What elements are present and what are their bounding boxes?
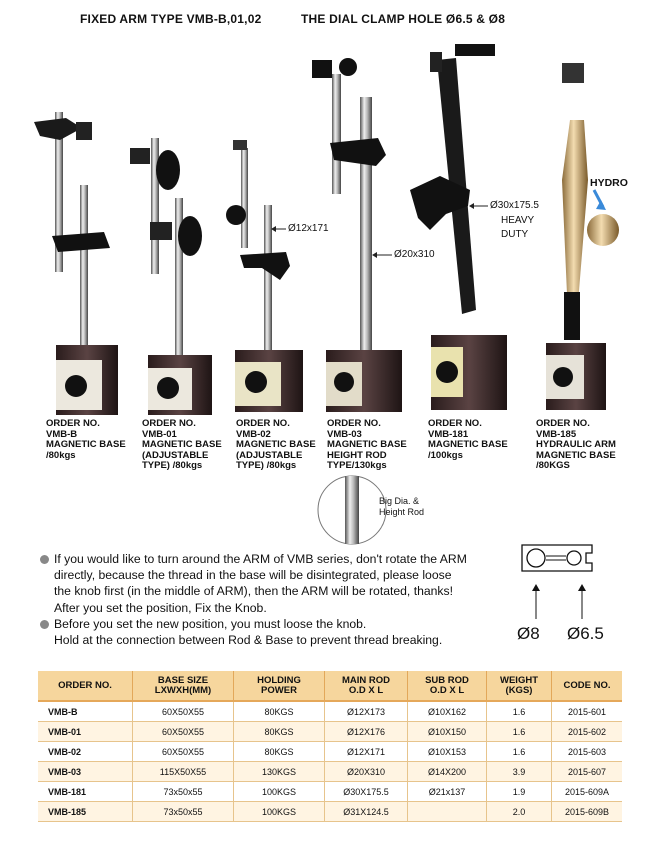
cell-code-no: 2015-607 bbox=[552, 762, 623, 782]
col-order-no: ORDER NO. bbox=[38, 671, 133, 701]
vmb-02-illustration bbox=[226, 140, 303, 412]
cell-base-size: 60X50X55 bbox=[133, 701, 234, 722]
cell-main-rod: Ø31X124.5 bbox=[325, 802, 408, 822]
cell-weight: 3.9 bbox=[487, 762, 552, 782]
title-fixed-arm: FIXED ARM TYPE VMB-B,01,02 bbox=[80, 12, 262, 26]
table-row bbox=[38, 762, 622, 782]
cell-holding-power: 80KGS bbox=[234, 701, 325, 722]
cell-order-no: VMB-02 bbox=[38, 742, 133, 762]
notes bbox=[40, 551, 510, 648]
cell-holding-power: 80KGS bbox=[234, 742, 325, 762]
cell-code-no: 2015-601 bbox=[552, 701, 623, 722]
caption-vmb-185: ORDER NO. VMB-185 HYDRAULIC ARM MAGNETIC BASE /80KGS bbox=[536, 418, 616, 471]
cell-order-no: VMB-01 bbox=[38, 722, 133, 742]
cell-base-size: 60X50X55 bbox=[133, 722, 234, 742]
col-weight: WEIGHT (KGS) bbox=[487, 671, 552, 701]
cell-order-no: VMB-B bbox=[38, 701, 133, 722]
table-row bbox=[38, 722, 622, 742]
cell-main-rod: Ø12X171 bbox=[325, 742, 408, 762]
note-2 bbox=[40, 616, 510, 648]
cell-sub-rod: Ø10X162 bbox=[408, 701, 487, 722]
cell-code-no: 2015-603 bbox=[552, 742, 623, 762]
hole-d8-label: Ø8 bbox=[517, 624, 540, 643]
table-row bbox=[38, 782, 622, 802]
cell-order-no: VMB-185 bbox=[38, 802, 133, 822]
cell-sub-rod: Ø21x137 bbox=[408, 782, 487, 802]
cell-base-size: 73x50x55 bbox=[133, 802, 234, 822]
cell-sub-rod: Ø10X150 bbox=[408, 722, 487, 742]
dim-vmb02-rod: Ø12x171 bbox=[288, 223, 329, 234]
note-1 bbox=[40, 551, 510, 616]
cell-base-size: 115X50X55 bbox=[133, 762, 234, 782]
table-row bbox=[38, 701, 622, 722]
cell-holding-power: 100KGS bbox=[234, 782, 325, 802]
col-sub-rod: SUB ROD O.D X L bbox=[408, 671, 487, 701]
col-code-no: CODE NO. bbox=[552, 671, 623, 701]
dim-vmb181-rod: Ø30x175.5 bbox=[490, 200, 539, 211]
note-1-line-1: If you would like to turn around the ARM of VMB series, don't rotate the ARM bbox=[54, 552, 467, 566]
note-1-line-3: the knob first (in the middle of ARM), then the ARM will be rotated, thanks! bbox=[54, 584, 453, 599]
vmb-01-illustration bbox=[130, 138, 212, 415]
table-row bbox=[38, 742, 622, 762]
cell-code-no: 2015-609A bbox=[552, 782, 623, 802]
clamp-hole-diagram bbox=[522, 545, 592, 619]
cell-weight: 2.0 bbox=[487, 802, 552, 822]
note-2-line-2: Hold at the connection between Rod & Base to prevent thread breaking. bbox=[54, 633, 443, 648]
cell-base-size: 73x50x55 bbox=[133, 782, 234, 802]
cell-sub-rod: Ø10X153 bbox=[408, 742, 487, 762]
table-header-row bbox=[38, 671, 622, 701]
cell-holding-power: 130KGS bbox=[234, 762, 325, 782]
col-main-rod: MAIN ROD O.D X L bbox=[325, 671, 408, 701]
cell-order-no: VMB-03 bbox=[38, 762, 133, 782]
big-dia-label: Big Dia. & Height Rod bbox=[379, 496, 425, 517]
cell-main-rod: Ø20X310 bbox=[325, 762, 408, 782]
cell-code-no: 2015-602 bbox=[552, 722, 623, 742]
cell-sub-rod bbox=[408, 802, 487, 822]
cell-weight: 1.6 bbox=[487, 742, 552, 762]
caption-vmb-181: ORDER NO. VMB-181 MAGNETIC BASE /100kgs bbox=[428, 418, 508, 461]
note-1-line-2: directly, because the thread in the base will be disintegrated, please loose bbox=[54, 568, 452, 583]
dim-vmb03-rod: Ø20x310 bbox=[394, 249, 435, 260]
cell-main-rod: Ø12X173 bbox=[325, 701, 408, 722]
col-holding-power: HOLDING POWER bbox=[234, 671, 325, 701]
caption-vmb-b: ORDER NO. VMB-B MAGNETIC BASE /80kgs bbox=[46, 418, 126, 461]
cell-code-no: 2015-609B bbox=[552, 802, 623, 822]
cell-weight: 1.9 bbox=[487, 782, 552, 802]
cell-order-no: VMB-181 bbox=[38, 782, 133, 802]
col-base-size: BASE SIZE LXWXH(MM) bbox=[133, 671, 234, 701]
vmb-185-illustration bbox=[546, 63, 619, 410]
cell-weight: 1.6 bbox=[487, 722, 552, 742]
cell-sub-rod: Ø14X200 bbox=[408, 762, 487, 782]
cell-main-rod: Ø12X176 bbox=[325, 722, 408, 742]
hole-d65-label: Ø6.5 bbox=[567, 624, 604, 643]
spec-table bbox=[38, 671, 622, 822]
caption-vmb-03: ORDER NO. VMB-03 MAGNETIC BASE HEIGHT ROD TYPE/130kgs bbox=[327, 418, 407, 471]
vmb-181-illustration bbox=[410, 44, 507, 410]
cell-holding-power: 80KGS bbox=[234, 722, 325, 742]
cell-holding-power: 100KGS bbox=[234, 802, 325, 822]
note-2-line-1: Before you set the new position, you must loose the knob. bbox=[54, 616, 367, 631]
vmb-03-illustration bbox=[312, 58, 402, 412]
caption-vmb-01: ORDER NO. VMB-01 MAGNETIC BASE (ADJUSTABLE TYPE) /80kgs bbox=[142, 418, 222, 471]
vmb-b-illustration bbox=[34, 112, 118, 415]
table-row bbox=[38, 802, 622, 822]
cell-weight: 1.6 bbox=[487, 701, 552, 722]
cell-main-rod: Ø30X175.5 bbox=[325, 782, 408, 802]
duty-label: DUTY bbox=[501, 229, 529, 240]
big-dia-detail bbox=[318, 476, 386, 544]
cell-base-size: 60X50X55 bbox=[133, 742, 234, 762]
note-1-line-4: After you set the position, Fix the Knob. bbox=[54, 600, 267, 615]
hydro-label: HYDRO bbox=[590, 177, 628, 189]
title-clamp-hole: THE DIAL CLAMP HOLE Ø6.5 & Ø8 bbox=[301, 12, 506, 26]
heavy-label: HEAVY bbox=[501, 215, 535, 226]
caption-vmb-02: ORDER NO. VMB-02 MAGNETIC BASE (ADJUSTABLE TYPE) /80kgs bbox=[236, 418, 316, 471]
